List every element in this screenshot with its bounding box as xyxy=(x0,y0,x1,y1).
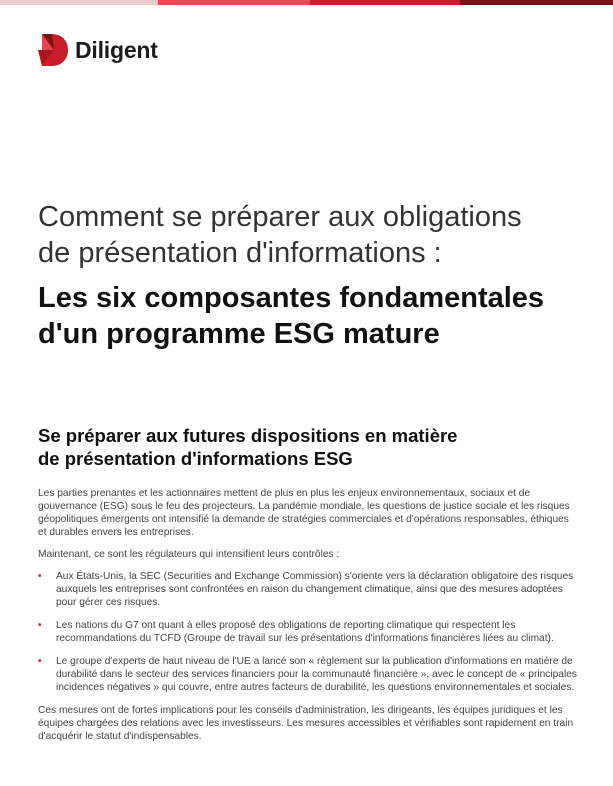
document-title-light xyxy=(38,199,598,271)
body-text xyxy=(38,487,578,752)
diligent-logo xyxy=(38,34,158,66)
bullet-list xyxy=(38,570,578,694)
paragraph: Maintenant, ce sont les régulateurs qui intensifient leurs contrôles : xyxy=(38,549,340,560)
list-item-text: Le groupe d'experts de haut niveau de l'UE a lancé son « règlement sur la publication d'informations en matière de durabilité dans le secteur des services financiers pour la communauté financière », avec le concept de « principales incidences négatives » qui couvre, entre autres facteurs de durabilité, les questions environnementales et sociales. xyxy=(56,656,577,693)
color-bar-segment xyxy=(0,0,158,5)
list-item xyxy=(38,655,578,694)
list-item-text: Aux États-Unis, la SEC (Securities and Exchange Commission) s'oriente vers la déclaration obligatoire des risques auxquels les entreprises sont confrontées en raison du changement climatique, ainsi que des mesures adoptées pour gérer ces risques. xyxy=(56,571,574,608)
list-item xyxy=(38,619,578,645)
logo-wordmark: Diligent xyxy=(75,36,158,63)
section-heading xyxy=(38,424,508,470)
title-line: Comment se préparer aux obligations xyxy=(38,201,522,233)
bullet-icon: • xyxy=(38,571,42,582)
bullet-icon: • xyxy=(38,656,42,667)
list-item-text: Les nations du G7 ont quant à elles proposé des obligations de reporting climatique qui respectent les recommandations du TCFD (Groupe de travail sur les présentations d'informations financières liées au climat). xyxy=(56,620,554,644)
title-line: Les six composantes fondamentales xyxy=(38,282,545,314)
diligent-logo-icon xyxy=(38,34,68,66)
heading-line: Se préparer aux futures dispositions en matière xyxy=(38,425,458,446)
color-bar-segment xyxy=(158,0,310,5)
bullet-icon: • xyxy=(38,620,42,631)
title-line: d'un programme ESG mature xyxy=(38,318,440,350)
top-color-bar xyxy=(0,0,613,5)
paragraph: Ces mesures ont de fortes implications pour les conseils d'administration, les dirigeants, les équipes juridiques et les équipes chargées des relations avec les investisseurs. Les mesures accessibles et vérifiables sont rapidement en train d'acquérir le statut d'indispensables. xyxy=(38,705,574,742)
paragraph: Les parties prenantes et les actionnaires mettent de plus en plus les enjeux environnementaux, sociaux et de gouvernance (ESG) sous le feu des projecteurs. La pandémie mondiale, les questions de justice sociale et les risques géopolitiques émergents ont intensifié la demande de stratégies commerciales et d'opérations responsables, éthiques et durables envers les entreprises. xyxy=(38,488,570,538)
color-bar-segment xyxy=(460,0,613,5)
title-line: de présentation d'informations : xyxy=(38,237,442,269)
list-item xyxy=(38,570,578,609)
color-bar-segment xyxy=(310,0,460,5)
document-title-bold xyxy=(38,280,598,352)
heading-line: de présentation d'informations ESG xyxy=(38,448,353,469)
